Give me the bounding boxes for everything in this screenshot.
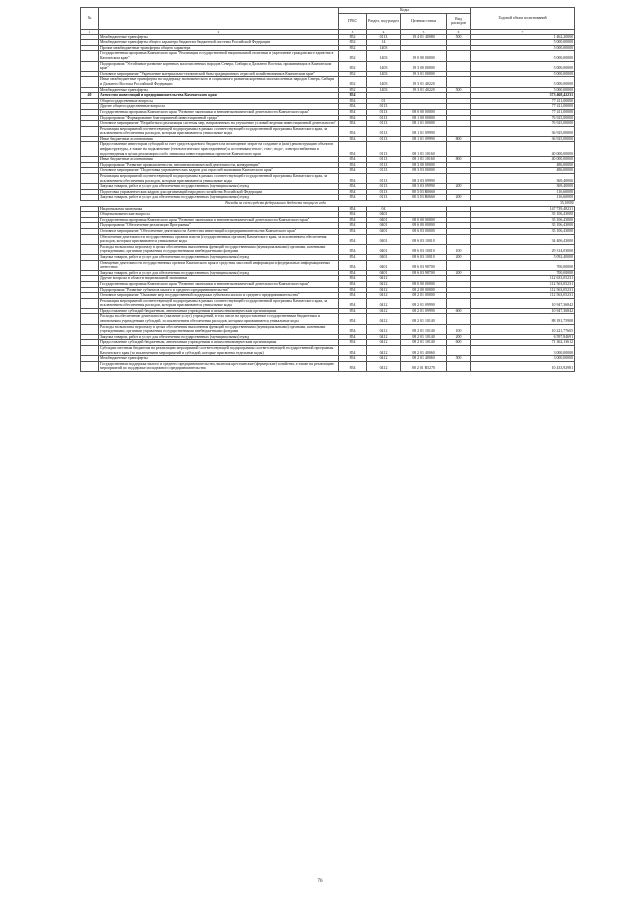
row-name: Расходы на выплаты персоналу в целях обеспечения выполнения функций государственными (муниципальными) органами, казенными учреждениями, органами управления государственными внебюджетными фондами xyxy=(99,244,339,254)
row-name: Основное мероприятие "Укрепление материально-технической базы традиционных отраслей хозяйствования в Камчатском крае" xyxy=(99,71,339,77)
row-number xyxy=(81,174,99,184)
row-sum: 10 947,36842 xyxy=(471,308,575,314)
row-number xyxy=(81,324,99,334)
row-rz: 0401 xyxy=(367,228,401,234)
row-name: Межбюджетные трансферты xyxy=(99,356,339,362)
row-grbs: 852 xyxy=(339,87,367,93)
row-rz: 1403 xyxy=(367,77,401,87)
row-cs: 08 2 01 10140 xyxy=(401,314,447,324)
row-cs: 08 6 03 10010 xyxy=(401,234,447,244)
row-cs: 08 0 00 00000 xyxy=(401,109,447,115)
row-name: Реализация мероприятий соответствующей подпрограммы в рамках соответствующей государственной программы Камчатского края, за исключением обеспечения расходов, которым присваиваются уникальные коды xyxy=(99,126,339,136)
row-vr xyxy=(447,77,471,87)
table-row xyxy=(81,61,575,71)
row-vr xyxy=(447,142,471,157)
table-row xyxy=(81,234,575,244)
table-row xyxy=(81,174,575,184)
row-grbs: 854 xyxy=(339,293,367,299)
row-grbs: 854 xyxy=(339,142,367,157)
row-vr: 500 xyxy=(447,34,471,40)
row-name: Освещение деятельности государственных органов Камчатского края в средствах массовой информации и федеральных информационных агентствах xyxy=(99,260,339,270)
row-vr: 200 xyxy=(447,334,471,340)
row-rz: 0113 xyxy=(367,136,401,142)
row-name: Закупка товаров, работ и услуг для обеспечения государственных (муниципальных) нужд xyxy=(99,334,339,340)
row-sum: 36 925,00000 xyxy=(471,136,575,142)
row-name: Иные межбюджетные трансферты на поддержку экономического и социального развития коренных малочисленных народов Севера, Сибири и Дальнего Востока Российской Федерации xyxy=(99,77,339,87)
row-name: Обеспечение деятельности государственных органов власти (государственных органов) Камчатского края, за исключением обеспечения расходов, которым присваиваются уникальные коды xyxy=(99,234,339,244)
row-rz: 14 xyxy=(367,40,401,46)
table-header xyxy=(81,8,575,35)
row-name: Предоставление субсидий бюджетным, автономным учреждениям и иным некоммерческим организациям xyxy=(99,308,339,314)
header-number: № xyxy=(81,8,99,30)
row-grbs: 854 xyxy=(339,244,367,254)
row-name: Основное мероприятие "Разработка и реализация системы мер, направленных на улучшение условий ведения инвестиционной деятельности" xyxy=(99,121,339,127)
row-name: Другие вопросы в области национальной экономики xyxy=(99,276,339,282)
row-vr: 200 xyxy=(447,195,471,201)
row-vr xyxy=(447,51,471,61)
row-sum: 5 000,00000 xyxy=(471,45,575,51)
row-cs: 08 6 03 10010 xyxy=(401,254,447,260)
header-sum: Годовой объем ассигнований xyxy=(471,8,575,30)
row-number xyxy=(81,61,99,71)
row-number xyxy=(81,126,99,136)
row-sum: 5 000,00000 xyxy=(471,61,575,71)
row-cs: 19 3 01 40220 xyxy=(401,87,447,93)
row-sum: 77 411,00000 xyxy=(471,104,575,110)
row-name: Подпрограмма "Развитие промышленности, внешнеэкономической деятельности, конкуренции" xyxy=(99,162,339,168)
row-rz: 0401 xyxy=(367,223,401,229)
row-grbs: 854 xyxy=(339,115,367,121)
row-rz: 0113 xyxy=(367,115,401,121)
row-cs: 19 4 01 40080 xyxy=(401,34,447,40)
row-grbs: 852 xyxy=(339,51,367,61)
row-name: Национальная экономика xyxy=(99,206,339,212)
row-rz: 0412 xyxy=(367,324,401,334)
row-name: Закупка товаров, работ и услуг для обеспечения государственных (муниципальных) нужд xyxy=(99,270,339,276)
row-name: Государственная программа Камчатского края "Развитие экономики и внешнеэкономической деятельности Камчатского края" xyxy=(99,217,339,223)
row-sum: 116,60000 xyxy=(471,195,575,201)
row-rz: 0401 xyxy=(367,254,401,260)
row-grbs: 854 xyxy=(339,121,367,127)
table-row xyxy=(81,346,575,356)
row-number xyxy=(81,314,99,324)
row-rz: 0412 xyxy=(367,361,401,371)
row-grbs: 854 xyxy=(339,346,367,356)
row-rz: 0412 xyxy=(367,287,401,293)
row-grbs: 852 xyxy=(339,77,367,87)
row-grbs: 854 xyxy=(339,254,367,260)
row-name: Государственная программа Камчатского края "Реализация государственной национальной политики и укрепление гражданского единства в Камчатском крае" xyxy=(99,51,339,61)
header-grbs: ГРБС xyxy=(339,13,367,29)
row-rz: 0401 xyxy=(367,260,401,270)
row-grbs: 854 xyxy=(339,228,367,234)
row-sum: 76 925,00000 xyxy=(471,115,575,121)
row-vr: 200 xyxy=(447,254,471,260)
row-sum: 369,40000 xyxy=(471,174,575,184)
row-rz: 0401 xyxy=(367,234,401,244)
row-rz: 0401 xyxy=(367,212,401,218)
row-name: Основное мероприятие "Подготовка управленческих кадров для отраслей экономики Камчатского края" xyxy=(99,168,339,174)
row-grbs: 854 xyxy=(339,314,367,324)
row-rz: 0412 xyxy=(367,298,401,308)
row-grbs: 854 xyxy=(339,126,367,136)
row-grbs: 854 xyxy=(339,184,367,190)
row-cs: 08 2 01 09990 xyxy=(401,298,447,308)
row-grbs: 854 xyxy=(339,157,367,163)
row-sum: 112 563,05231 xyxy=(471,287,575,293)
row-rz: 0113 xyxy=(367,184,401,190)
table-row xyxy=(81,142,575,157)
row-sum: 34 406,43000 xyxy=(471,234,575,244)
note-text: Расходы за счет средств федерального бюджета текущего года xyxy=(225,201,326,205)
row-sum: 5 092,40000 xyxy=(471,254,575,260)
row-cs: 08 3 03 09990 xyxy=(401,184,447,190)
row-name: Иные бюджетные ассигнования xyxy=(99,157,339,163)
row-sum: 71 362,13612 xyxy=(471,340,575,346)
row-sum: 5 000,00000 xyxy=(471,71,575,77)
row-rz: 0113 xyxy=(367,109,401,115)
row-sum: 36 925,00000 xyxy=(471,126,575,136)
row-vr xyxy=(447,314,471,324)
row-rz: 01 xyxy=(367,98,401,104)
row-rz: 1403 xyxy=(367,71,401,77)
row-grbs: 852 xyxy=(339,45,367,51)
row-sum: 40 000,00000 xyxy=(471,142,575,157)
row-cs: 08 2 01 40060 xyxy=(401,346,447,356)
row-name: Субсидии местным бюджетам на реализацию мероприятий соответствующей подпрограммы соответствующей государственной программы Камчатского края (за исключением мероприятий и субсидий, которые присвоены отдельные коды) xyxy=(99,346,339,356)
header-cs: Целевая статья xyxy=(401,13,447,29)
row-name: Закупка товаров, работ и услуг для обеспечения государственных (муниципальных) нужд xyxy=(99,184,339,190)
row-sum: 88 181,75908 xyxy=(471,314,575,324)
row-name: Подпрограмма "Устойчивое развитие коренных малочисленных народов Севера, Сибири и Дальнего Востока, проживающих в Камчатском крае" xyxy=(99,61,339,71)
row-name: Государственная поддержка малого и среднего предпринимательства, включая крестьянские (фермерские) хозяйства, а также на реализацию мероприятий по поддержке молодежного предпринимательства xyxy=(99,361,339,371)
row-name: Подпрограмма "Формирование благоприятной инвестиционной среды" xyxy=(99,115,339,121)
row-grbs: 854 xyxy=(339,98,367,104)
row-grbs: 854 xyxy=(339,223,367,229)
row-cs: 08 2 01 10140 xyxy=(401,324,447,334)
row-grbs: 854 xyxy=(339,109,367,115)
row-rz: 0113 xyxy=(367,195,401,201)
row-rz: 0412 xyxy=(367,334,401,340)
row-cs: 08 2 01 R5270 xyxy=(401,361,447,371)
row-number xyxy=(81,361,99,371)
row-sum: 40 000,00000 xyxy=(471,157,575,163)
row-cs: 08 6 03 98700 xyxy=(401,260,447,270)
row-sum: 1 462,20000 xyxy=(471,34,575,40)
row-vr: 600 xyxy=(447,340,471,346)
row-rz: 1403 xyxy=(367,45,401,51)
row-sum: 29 314,03000 xyxy=(471,244,575,254)
row-name: Подпрограмма "Развитие субъектов малого и среднего предпринимательства" xyxy=(99,287,339,293)
header-vr: Вид расходов xyxy=(447,13,471,29)
row-sum: 700,00000 xyxy=(471,260,575,270)
table-row xyxy=(81,126,575,136)
row-rz: 0113 xyxy=(367,104,401,110)
row-sum: 5 000,00000 xyxy=(471,77,575,87)
page-number: 76 xyxy=(317,879,323,884)
table-row xyxy=(81,324,575,334)
row-name: Государственная программа Камчатского края "Развитие экономики и внешнеэкономической деятельности Камчатского края" xyxy=(99,281,339,287)
table-row xyxy=(81,244,575,254)
row-number xyxy=(81,234,99,244)
row-name: Подготовка управленческих кадров для организаций народного хозяйства Российской Федерации xyxy=(99,189,339,195)
row-grbs: 854 xyxy=(339,168,367,174)
row-vr xyxy=(447,61,471,71)
row-cs: 19 3 00 00000 xyxy=(401,61,447,71)
row-sum: 6 597,84691 xyxy=(471,334,575,340)
row-grbs: 854 xyxy=(339,162,367,168)
index-row: 1 2 3 4 5 6 7 xyxy=(81,29,575,34)
table-row xyxy=(81,260,575,270)
row-sum: 700,00000 xyxy=(471,270,575,276)
table-row xyxy=(81,298,575,308)
row-name: Государственная программа Камчатского края "Развитие экономики и внешнеэкономической деятельности Камчатского края" xyxy=(99,109,339,115)
row-grbs: 854 xyxy=(339,298,367,308)
row-cs: 08 6 03 98700 xyxy=(401,270,447,276)
row-sum: 116,60000 xyxy=(471,189,575,195)
row-name: Прочие межбюджетные трансферты общего характера xyxy=(99,45,339,51)
row-grbs: 854 xyxy=(339,287,367,293)
row-sum: 486,00000 xyxy=(471,162,575,168)
row-name: Закупка товаров, работ и услуг для обеспечения государственных (муниципальных) нужд xyxy=(99,254,339,260)
row-name: Предоставление инвесторам субсидий за счет средств краевого бюджета на возмещение затрат на создание и (или) реконструкцию объектов инфраструктуры, а также на подключение (технологическое присоединение) к источникам тепло-, газо-, водо-, электроснабжения и водоотведения в целях реализации особо значимых инвестиционных проектов Камчатского края xyxy=(99,142,339,157)
row-cs: 08 3 03 R0660 xyxy=(401,195,447,201)
row-vr: 200 xyxy=(447,270,471,276)
row-grbs: 854 xyxy=(339,276,367,282)
row-vr xyxy=(447,346,471,356)
row-rz: 0412 xyxy=(367,308,401,314)
row-grbs: 854 xyxy=(339,174,367,184)
row-cs: 08 0 00 00000 xyxy=(401,281,447,287)
row-cs: 08 2 01 10140 xyxy=(401,334,447,340)
row-vr xyxy=(447,174,471,184)
row-name: Основное мероприятие "Обеспечение деятельности Агентства инвестиций и предпринимательства Камчатского края" xyxy=(99,228,339,234)
row-name: Расходы на обеспечение деятельности (оказание услуг) учреждений, в том числе на предоставление государственным бюджетным и автономным учреждениям субсидий, за исключением обеспечения расходов, которым присваиваются уникальные коды xyxy=(99,314,339,324)
row-rz: 0113 xyxy=(367,157,401,163)
row-vr: 500 xyxy=(447,87,471,93)
row-grbs: 854 xyxy=(339,340,367,346)
row-sum: 10 433,92981 xyxy=(471,361,575,371)
row-vr: 500 xyxy=(447,356,471,362)
row-vr xyxy=(447,260,471,270)
row-sum: 10 947,36842 xyxy=(471,298,575,308)
row-cs: 08 6 03 00000 xyxy=(401,228,447,234)
row-sum: 3 000,00000 xyxy=(471,346,575,356)
row-rz: 04 xyxy=(367,206,401,212)
table-body xyxy=(81,34,575,371)
row-sum: 77 411,00000 xyxy=(471,98,575,104)
row-rz: 0113 xyxy=(367,126,401,136)
row-sum: 369,40000 xyxy=(471,184,575,190)
row-cs: 19 3 01 40220 xyxy=(401,77,447,87)
row-number xyxy=(81,298,99,308)
row-grbs: 854 xyxy=(339,136,367,142)
row-rz: 0412 xyxy=(367,281,401,287)
row-name: Основное мероприятие "Оказание мер государственной поддержки субъектам малого и среднего предпринимательства" xyxy=(99,293,339,299)
row-sum: 5 000,00000 xyxy=(471,87,575,93)
row-name: Межбюджетные трансферты xyxy=(99,87,339,93)
row-vr: 100 xyxy=(447,324,471,334)
row-grbs: 854 xyxy=(339,308,367,314)
row-rz: 0401 xyxy=(367,270,401,276)
row-sum: 10 221,77605 xyxy=(471,324,575,334)
row-grbs: 854 xyxy=(339,234,367,244)
row-cs: 08 2 01 40060 xyxy=(401,356,447,362)
row-grbs: 852 xyxy=(339,34,367,40)
row-cs: 08 6 03 10010 xyxy=(401,244,447,254)
row-number xyxy=(81,346,99,356)
row-cs: 08 3 00 00000 xyxy=(401,162,447,168)
row-rz: 0412 xyxy=(367,293,401,299)
row-vr: 800 xyxy=(447,157,471,163)
row-grbs: 854 xyxy=(339,93,367,99)
row-vr: 200 xyxy=(447,184,471,190)
row-cs: 08 6 00 00000 xyxy=(401,223,447,229)
row-grbs: 854 xyxy=(339,189,367,195)
row-cs: 08 1 01 10160 xyxy=(401,157,447,163)
row-cs: 08 3 03 00000 xyxy=(401,168,447,174)
row-number xyxy=(81,142,99,157)
row-cs: 08 2 01 00000 xyxy=(401,293,447,299)
row-grbs: 854 xyxy=(339,361,367,371)
row-sum: 112 563,05231 xyxy=(471,281,575,287)
table-row xyxy=(81,361,575,371)
row-sum: 5 000,00000 xyxy=(471,51,575,61)
row-sum: 35 106,43000 xyxy=(471,228,575,234)
row-grbs: 854 xyxy=(339,270,367,276)
row-rz: 0412 xyxy=(367,356,401,362)
row-rz: 0113 xyxy=(367,174,401,184)
row-cs: 08 1 00 00000 xyxy=(401,115,447,121)
row-grbs: 854 xyxy=(339,206,367,212)
row-name: Предоставление субсидий бюджетным, автономным учреждениям и иным некоммерческим организациям xyxy=(99,340,339,346)
row-name: Реализация мероприятий соответствующей подпрограммы в рамках соответствующей государственной программы Камчатского края, за исключением обеспечения расходов, которым присваиваются уникальные коды xyxy=(99,298,339,308)
row-rz: 0113 xyxy=(367,189,401,195)
row-sum: 112 563,05231 xyxy=(471,293,575,299)
row-rz: 0412 xyxy=(367,276,401,282)
row-vr xyxy=(447,298,471,308)
row-rz: 0401 xyxy=(367,244,401,254)
row-rz: 0113 xyxy=(367,162,401,168)
row-cs: 08 2 01 10140 xyxy=(401,340,447,346)
row-name: Межбюджетные трансферты xyxy=(99,34,339,40)
row-grbs: 854 xyxy=(339,212,367,218)
row-sum: 77 411,00000 xyxy=(471,109,575,115)
header-codes: Коды xyxy=(339,8,471,14)
row-grbs: 854 xyxy=(339,356,367,362)
table-row xyxy=(81,77,575,87)
row-cs: 08 2 01 09990 xyxy=(401,308,447,314)
row-rz: 0412 xyxy=(367,314,401,324)
row-grbs: 852 xyxy=(339,40,367,46)
row-rz: 0412 xyxy=(367,340,401,346)
row-cs: 08 1 01 09990 xyxy=(401,136,447,142)
row-cs: 08 1 01 00000 xyxy=(401,121,447,127)
row-vr: 800 xyxy=(447,136,471,142)
note-sum: 35,10000 xyxy=(560,201,574,205)
row-number xyxy=(81,244,99,254)
row-grbs: 854 xyxy=(339,281,367,287)
row-name: Реализация мероприятий соответствующей подпрограммы в рамках соответствующей государственной программы Камчатского края, за исключением обеспечения расходов, которым присваиваются уникальные коды xyxy=(99,174,339,184)
row-number xyxy=(81,77,99,87)
row-cs: 08 0 00 00000 xyxy=(401,217,447,223)
row-cs: 19 3 01 00000 xyxy=(401,71,447,77)
row-grbs: 854 xyxy=(339,334,367,340)
row-cs: 08 1 01 10160 xyxy=(401,142,447,157)
row-cs: 08 3 03 R0660 xyxy=(401,189,447,195)
row-name: Подпрограмма "Обеспечение реализации Программы" xyxy=(99,223,339,229)
row-sum: 486,00000 xyxy=(471,168,575,174)
row-name: Другие общегосударственные вопросы xyxy=(99,104,339,110)
row-sum: 147 739,48231 xyxy=(471,206,575,212)
row-sum: 76 925,00000 xyxy=(471,121,575,127)
table-row xyxy=(81,314,575,324)
row-rz: 1403 xyxy=(367,87,401,93)
row-grbs: 854 xyxy=(339,324,367,334)
budget-table xyxy=(80,7,575,372)
row-cs: 08 2 00 00000 xyxy=(401,287,447,293)
row-grbs: 854 xyxy=(339,217,367,223)
row-vr xyxy=(447,126,471,136)
row-vr: 100 xyxy=(447,244,471,254)
row-rz: 0401 xyxy=(367,217,401,223)
row-vr xyxy=(447,234,471,244)
row-grbs: 852 xyxy=(339,71,367,77)
row-name: Межбюджетные трансферты общего характера бюджетам бюджетной системы Российской Федерации xyxy=(99,40,339,46)
row-number: 40 xyxy=(81,93,99,99)
row-rz: 0113 xyxy=(367,168,401,174)
row-sum: 5 000,00000 xyxy=(471,40,575,46)
row-name: Расходы на выплаты персоналу в целях обеспечения выполнения функций государственными (муниципальными) органами, казенными учреждениями, органами управления государственными внебюджетными фондами xyxy=(99,324,339,334)
header-rz: Раздел, под-раздел xyxy=(367,13,401,29)
row-vr xyxy=(447,361,471,371)
row-rz: 0113 xyxy=(367,121,401,127)
row-grbs: 854 xyxy=(339,104,367,110)
header-name xyxy=(99,8,339,30)
row-name: Общеэкономические вопросы xyxy=(99,212,339,218)
row-rz: 1403 xyxy=(367,61,401,71)
row-cs: 08 3 03 09990 xyxy=(401,174,447,184)
row-number xyxy=(81,260,99,270)
row-rz: 0113 xyxy=(367,142,401,157)
row-number xyxy=(81,51,99,61)
row-rz: 0412 xyxy=(367,346,401,356)
row-sum: 373 468,42231 xyxy=(471,93,575,99)
row-rz: 1403 xyxy=(367,51,401,61)
row-rz: 0113 xyxy=(367,34,401,40)
row-grbs: 854 xyxy=(339,195,367,201)
row-name: Закупка товаров, работ и услуг для обеспечения государственных (муниципальных) нужд xyxy=(99,195,339,201)
row-name: Иные бюджетные ассигнования xyxy=(99,136,339,142)
row-cs: 19 0 00 00000 xyxy=(401,51,447,61)
row-grbs: 854 xyxy=(339,260,367,270)
row-grbs: 852 xyxy=(339,61,367,71)
row-sum: 112 633,05231 xyxy=(471,276,575,282)
row-sum: 35 106,43000 xyxy=(471,223,575,229)
row-cs: 08 1 01 09990 xyxy=(401,126,447,136)
row-name: Общегосударственные вопросы xyxy=(99,98,339,104)
row-sum: 35 106,43000 xyxy=(471,217,575,223)
row-sum: 35 106,43000 xyxy=(471,212,575,218)
row-name: Агентство инвестиций и предпринимательства Камчатского края xyxy=(99,93,339,99)
row-vr: 600 xyxy=(447,308,471,314)
row-sum: 3 000,00000 xyxy=(471,356,575,362)
table-row xyxy=(81,51,575,61)
